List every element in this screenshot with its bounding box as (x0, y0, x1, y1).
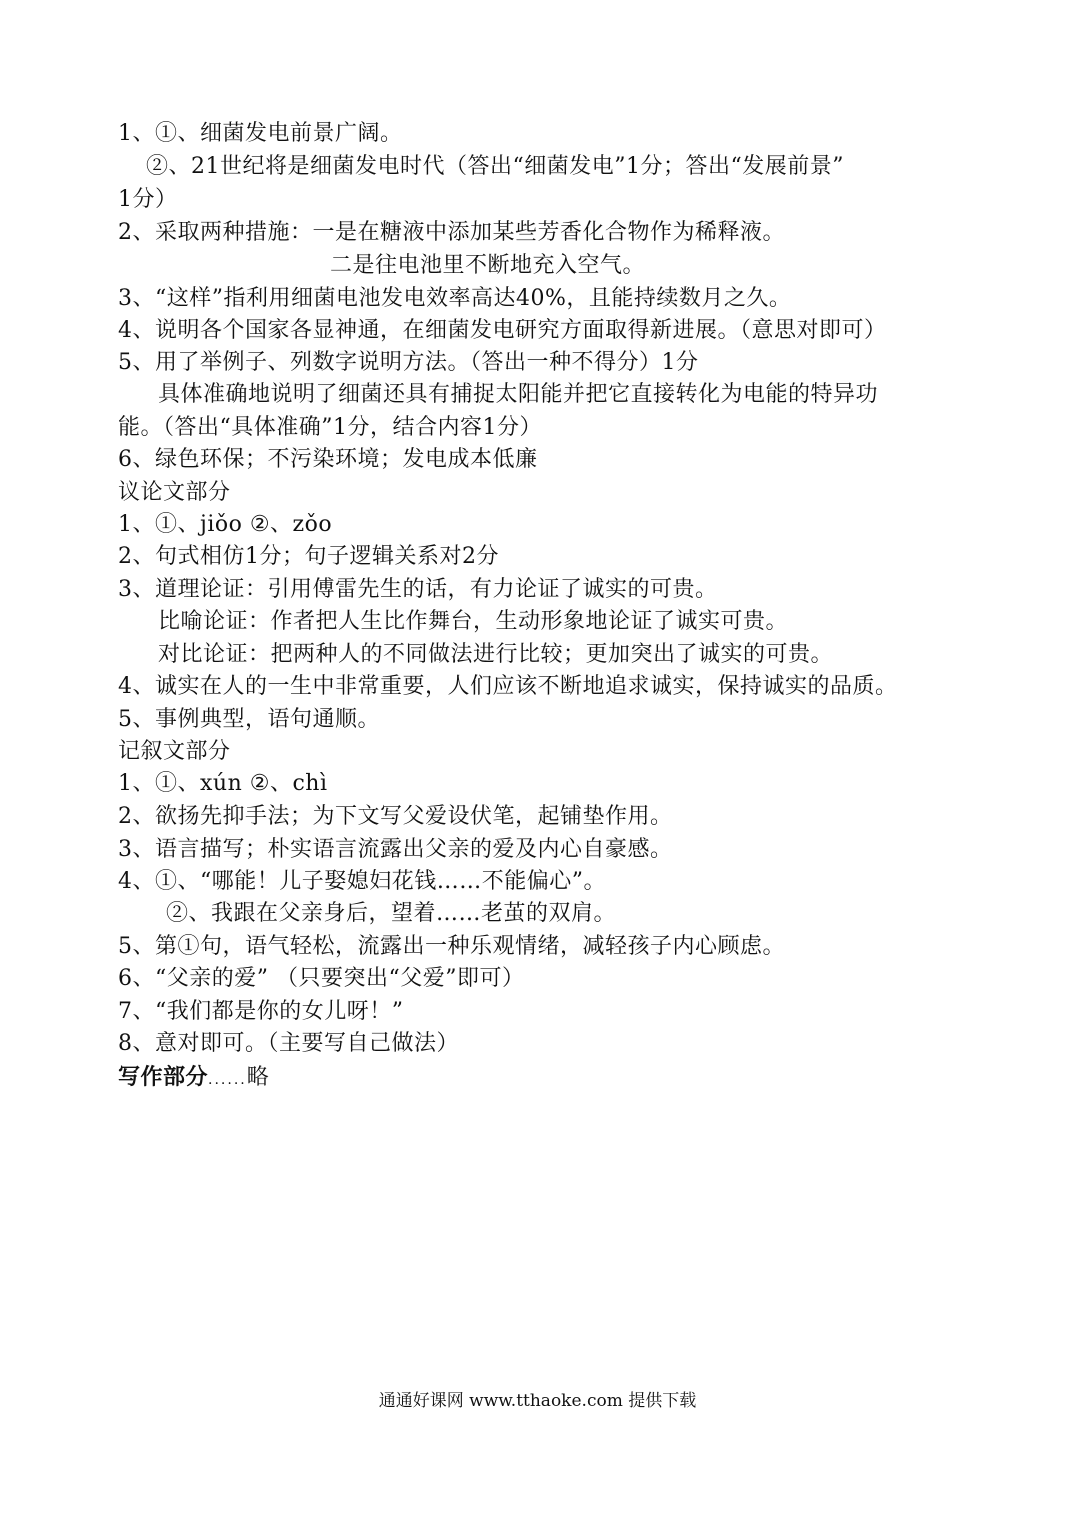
answer-line: 二是往电池里不断地充入空气。 (330, 253, 646, 278)
answer-line: 6、绿色环保；不污染环境；发电成本低廉 (118, 447, 538, 472)
section-heading: 记叙文部分 (118, 739, 231, 764)
answer-line: 1分） (118, 187, 178, 212)
writing-section (118, 1061, 269, 1096)
answer-line: 1、①、xún ②、chì (118, 771, 328, 796)
section-heading: 议论文部分 (118, 480, 231, 505)
answer-line: 比喻论证：作者把人生比作舞台，生动形象地论证了诚实可贵。 (158, 609, 789, 634)
answer-line: 1、①、细菌发电前景广阔。 (118, 121, 403, 146)
answer-line: 对比论证：把两种人的不同做法进行比较；更加突出了诚实的可贵。 (158, 642, 834, 667)
writing-heading: 写作部分 (118, 1064, 209, 1090)
answer-line: 4、诚实在人的一生中非常重要，人们应该不断地追求诚实，保持诚实的品质。 (118, 674, 898, 699)
answer-line: 6、“父亲的爱” （只要突出“父爱”即可） (118, 966, 525, 991)
answer-line: 3、“这样”指利用细菌电池发电效率高达40%，且能持续数月之久。 (118, 286, 792, 311)
writing-text: 略 (246, 1065, 270, 1090)
answer-line: 2、句式相仿1分；句子逻辑关系对2分 (118, 544, 499, 569)
answer-line: 3、语言描写；朴实语言流露出父亲的爱及内心自豪感。 (118, 837, 673, 862)
answer-line: ②、21世纪将是细菌发电时代（答出“细菌发电”1分；答出“发展前景” (146, 154, 844, 179)
answer-line: 4、说明各个国家各显神通，在细菌发电研究方面取得新进展。（意思对即可） (118, 318, 887, 343)
footer-text: 通通好课网 www.tthaoke.com 提供下载 (378, 1391, 697, 1411)
answer-line: ②、我跟在父亲身后，望着……老茧的双肩。 (166, 901, 617, 926)
answer-line: 5、用了举例子、列数字说明方法。（答出一种不得分）1分 (118, 350, 699, 375)
answer-line: 8、意对即可。（主要写自己做法） (118, 1031, 459, 1056)
answer-line: 2、采取两种措施：一是在糖液中添加某些芳香化合物作为稀释液。 (118, 220, 785, 245)
writing-dots: ...... (208, 1072, 247, 1088)
answer-line: 5、事例典型，语句通顺。 (118, 707, 380, 732)
answer-line: 1、①、jiǒo ②、zǒo (118, 512, 333, 537)
answer-line: 3、道理论证：引用傅雷先生的话，有力论证了诚实的可贵。 (118, 577, 718, 602)
answer-line: 5、第①句，语气轻松，流露出一种乐观情绪，减轻孩子内心顾虑。 (118, 934, 785, 959)
answer-line: 具体准确地说明了细菌还具有捕捉太阳能并把它直接转化为电能的特异功 (158, 382, 879, 407)
answer-line: 4、①、“哪能！儿子娶媳妇花钱……不能偏心”。 (118, 869, 606, 894)
answer-line: 能。（答出“具体准确”1分，结合内容1分） (118, 415, 542, 440)
answer-line: 2、欲扬先抑手法；为下文写父爱设伏笔，起铺垫作用。 (118, 804, 673, 829)
answer-line: 7、“我们都是你的女儿呀！” (118, 999, 404, 1024)
